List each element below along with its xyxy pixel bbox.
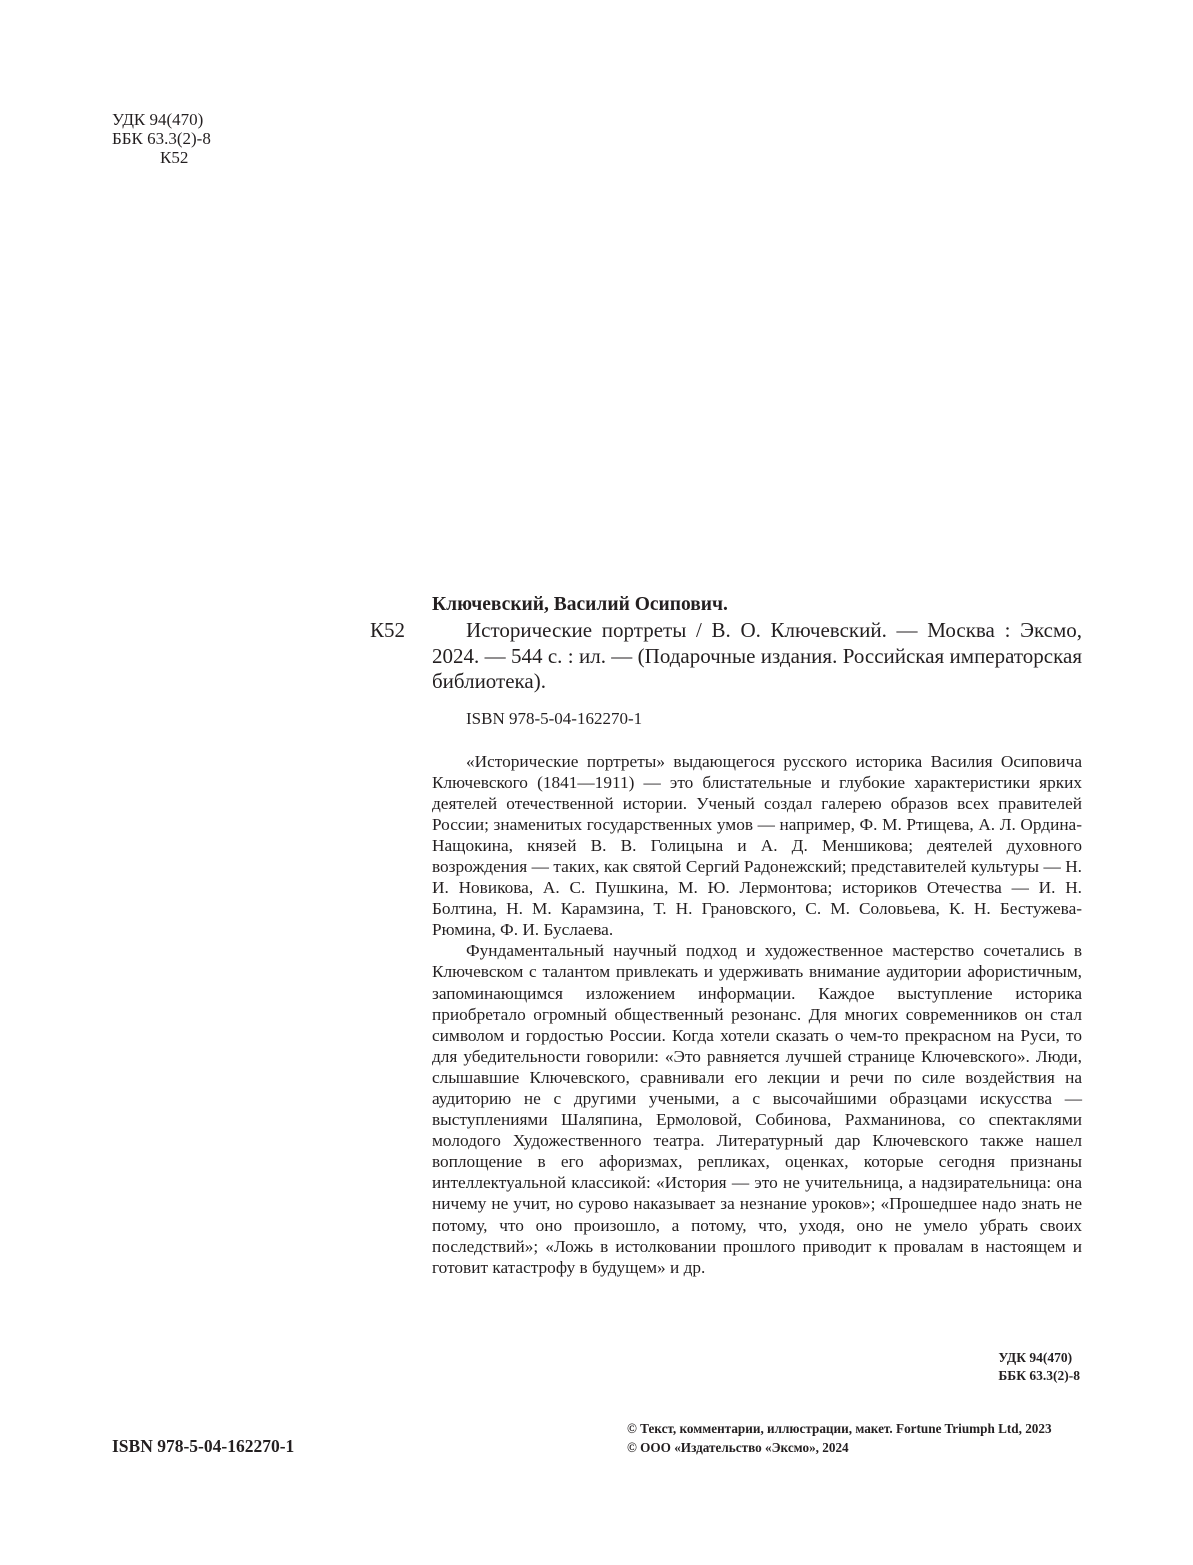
- classification-bottom: [998, 1349, 1080, 1385]
- copyright-line: © ООО «Издательство «Эксмо», 2024: [627, 1440, 849, 1455]
- author-heading: Ключевский, Василий Осипович.: [432, 594, 728, 615]
- description-text: Исторические портреты / В. О. Ключевский. — Москва : Эксмо, 2024. — 544 с. : ил. — (Подарочные издания. Российская императорская библиотека).: [432, 618, 1082, 693]
- bibliographic-description: [370, 618, 1082, 695]
- author-mark: К52: [160, 148, 189, 167]
- udk-code-bottom: УДК 94(470): [998, 1350, 1073, 1365]
- annotation: [432, 751, 1082, 1278]
- bbk-code: ББК 63.3(2)-8: [112, 129, 211, 148]
- copyright-line: © Текст, комментарии, иллюстрации, макет. Fortune Triumph Ltd, 2023: [627, 1421, 1052, 1436]
- margin-author-mark: К52: [370, 618, 406, 642]
- entry-isbn: ISBN 978-5-04-162270-1: [466, 708, 643, 728]
- classification-top: [112, 110, 211, 167]
- udk-code: УДК 94(470): [112, 110, 204, 129]
- annotation-paragraph: «Исторические портреты» выдающегося русского историка Василия Осиповича Ключевского (1841—1911) — это блистательные и глубокие характеристики ярких деятелей отечественной истории. Ученый создал галерею образов всех правителей России; знаменитых государственных умов — например, Ф. М. Ртищева, А. Л. Ордина-Нащокина, князей В. В. Голицына и А. Д. Меншикова; деятелей духовного возрождения — таких, как святой Сергий Радонежский; представителей культуры — Н. И. Новикова, А. С. Пушкина, М. Ю. Лермонтова; историков Отечества — И. Н. Болтина, Н. М. Карамзина, Т. Н. Грановского, С. М. Соловьева, К. Н. Бестужева-Рюмина, Ф. И. Буслаева.: [432, 751, 1082, 940]
- annotation-paragraph: Фундаментальный научный подход и художественное мастерство сочетались в Ключевском с талантом привлекать и удерживать внимание аудитории афористичным, запоминающимся изложением информации. Каждое выступление историка приобретало огромный общественный резонанс. Для многих современников он стал символом и гордостью России. Когда хотели сказать о чем-то прекрасном на Руси, то для убедительности говорили: «Это равняется лучшей странице Ключевского». Люди, слышавшие Ключевского, сравнивали его лекции и речи по силе воздействия на аудиторию не с другими учеными, а с высочайшими образцами искусства — выступлениями Шаляпина, Ермоловой, Собинова, Рахманинова, со спектаклями молодого Художественного театра. Литературный дар Ключевского также нашел воплощение в его афоризмах, репликах, оценках, которые сегодня признаны интеллектуальной классикой: «История — это не учительница, а надзирательница: она ничему не учит, но сурово наказывает за незнание уроков»; «Прошедшее надо знать не потому, что оно произошло, а потому, что, уходя, оно не умело убрать своих последствий»; «Ложь в истолковании прошлого приводит к провалам в настоящем и готовит катастрофу в будущем» и др.: [432, 941, 1082, 1277]
- isbn-bottom: ISBN 978-5-04-162270-1: [112, 1436, 295, 1456]
- bbk-code-bottom: ББК 63.3(2)-8: [998, 1368, 1080, 1383]
- bibliographic-entry: [370, 593, 1082, 1278]
- copyright-block: [627, 1419, 1052, 1457]
